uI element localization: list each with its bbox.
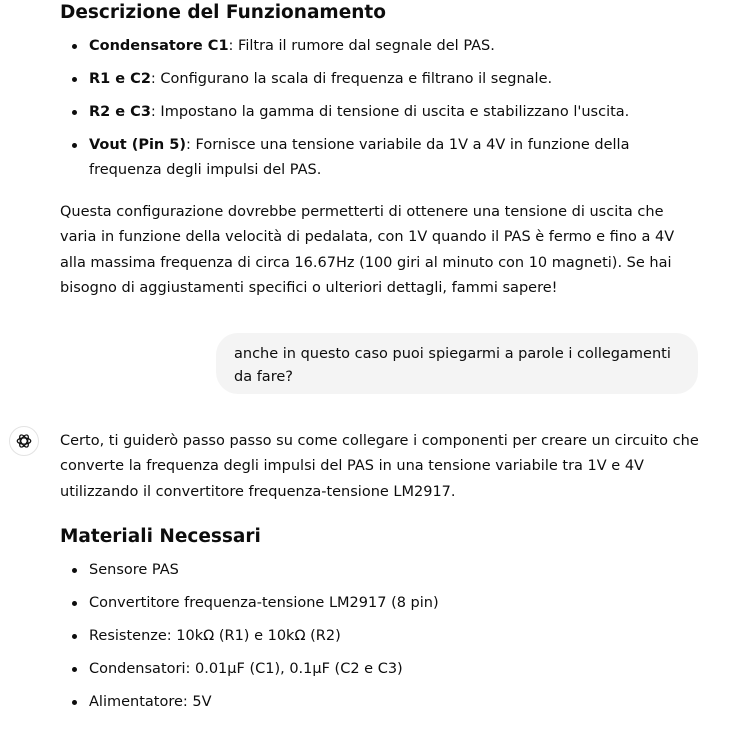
list-item: Resistenze: 10kΩ (R1) e 10kΩ (R2) [89,624,649,649]
assistant-avatar [9,426,39,456]
user-message-bubble [216,333,698,394]
item-term: R2 e C3 [89,104,151,120]
user-message-text: anche in questo caso puoi spiegarmi a parole i collegamenti da fare? [234,346,671,385]
summary-paragraph: Questa configurazione dovrebbe permetterti di ottenere una tensione di uscita che varia in funzione della velocità di pedalata, con 1V quando il PAS è fermo e fino a 4V alla massima frequenza di circa 16.67Hz (100 giri al minuto con 10 magneti). Se hai bisogno di aggiustamenti specifici o ulteriori dettagli, fammi sapere! [60,204,675,296]
item-term: R1 e C2 [89,71,151,87]
item-term: Condensatore C1 [89,38,229,54]
section-heading: Descrizione del Funzionamento [60,2,386,23]
materials-heading: Materiali Necessari [60,526,261,547]
materials-list [89,558,649,715]
list-item: Condensatori: 0.01µF (C1), 0.1µF (C2 e C3) [89,657,649,682]
item-term: Vout (Pin 5) [89,137,187,153]
item-desc: : Fornisce una tensione variabile da 1V a 4V in funzione della frequenza degli impulsi del PAS. [89,137,630,178]
list-item [89,67,649,92]
description-list [89,34,649,183]
list-item: Alimentatore: 5V [89,690,649,715]
item-desc: : Impostano la gamma di tensione di uscita e stabilizzano l'uscita. [150,104,630,120]
assistant-intro: Certo, ti guiderò passo passo su come collegare i componenti per creare un circuito che converte la frequenza degli impulsi del PAS in una tensione variabile tra 1V e 4V utilizzando il convertitore frequenza-tensione LM2917. [60,433,699,500]
item-desc: : Configurano la scala di frequenza e filtrano il segnale. [150,71,553,87]
list-item: Convertitore frequenza-tensione LM2917 (8 pin) [89,591,649,616]
list-item [89,133,649,183]
item-desc: : Filtra il rumore dal segnale del PAS. [228,38,495,54]
list-item [89,34,649,59]
openai-logo-icon [15,432,33,450]
list-item: Sensore PAS [89,558,649,583]
list-item [89,100,649,125]
